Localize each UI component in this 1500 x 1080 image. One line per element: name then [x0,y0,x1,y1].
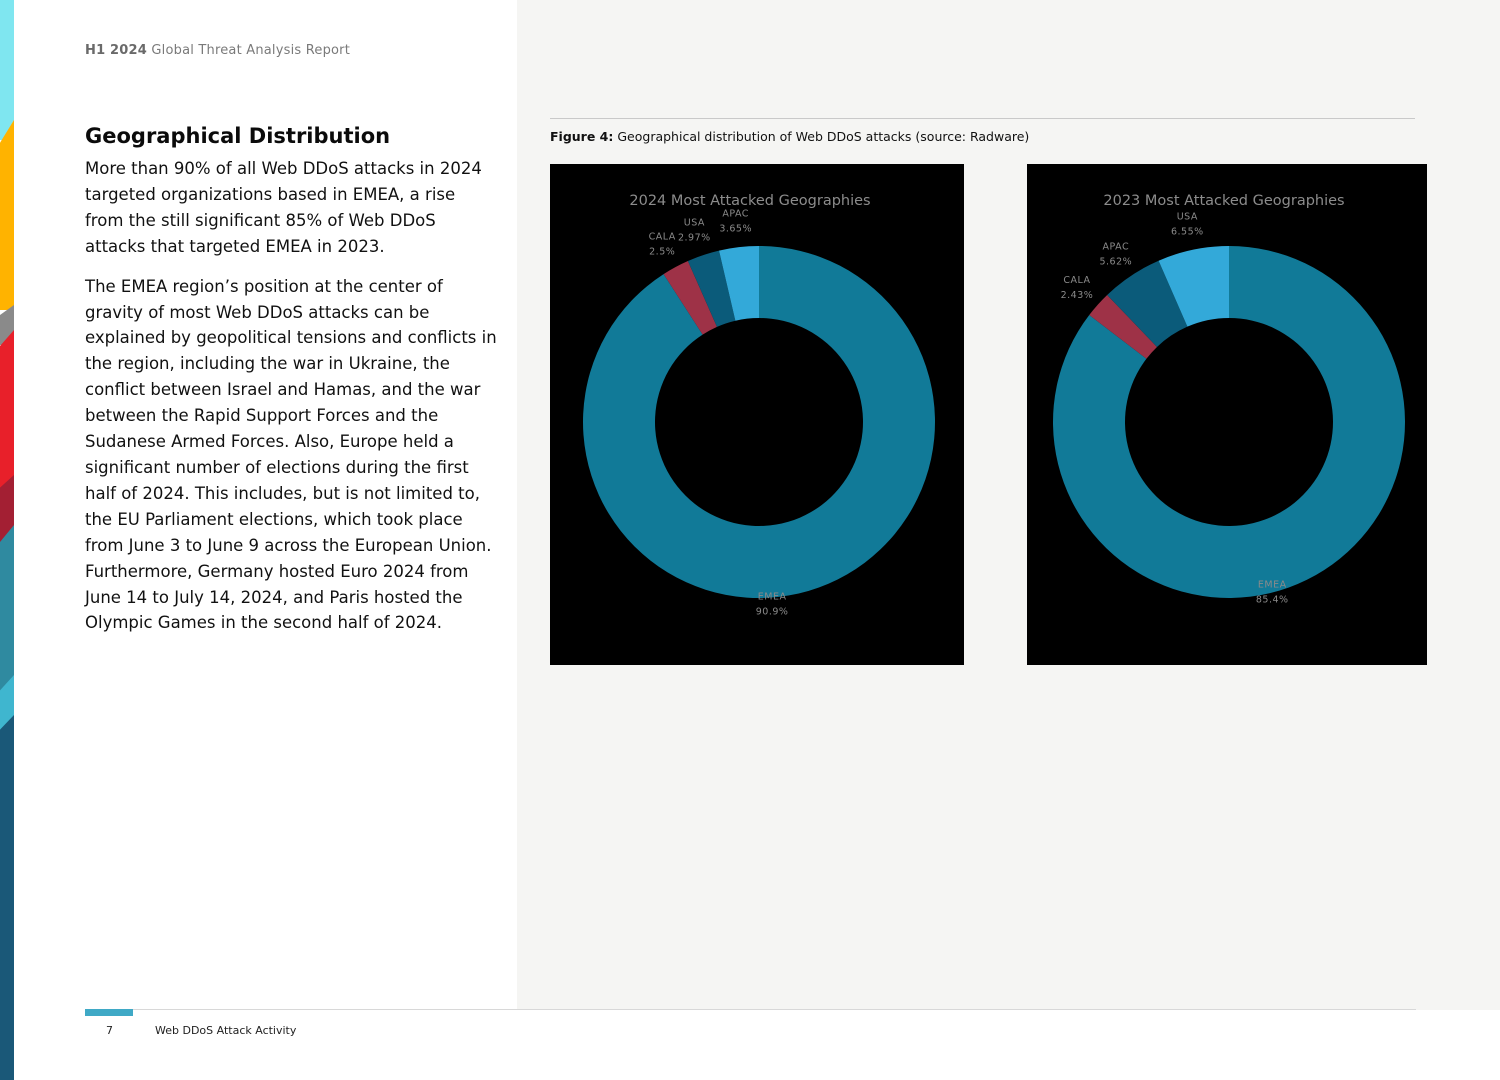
report-header [85,43,350,58]
chart-2023-panel [1027,164,1427,665]
footer-divider [85,1009,1416,1010]
slice-value-apac-2023: 5.62% [1099,256,1133,268]
slice-label-emea-2023: EMEA [1257,579,1287,591]
slice-value-usa-2024: 2.97% [677,232,711,244]
page-number: 7 [106,1024,113,1037]
figure-caption [550,129,1029,144]
decorative-color-stripe [0,0,14,1080]
figure-label: Figure 4: [550,129,614,144]
figure-caption-text: Geographical distribution of Web DDoS attacks (source: Radware) [617,129,1030,144]
slice-value-apac-2024: 3.65% [719,223,753,235]
footer-section-name: Web DDoS Attack Activity [155,1024,297,1037]
chart-title-2023: 2023 Most Attacked Geographies [1103,193,1345,209]
chart-2024-panel [550,164,964,665]
slice-value-emea-2024: 90.9% [755,606,789,618]
slice-label-apac-2023: APAC [1102,241,1130,253]
slice-label-usa-2024: USA [683,217,705,229]
slice-label-apac-2024: APAC [722,208,749,220]
chart-2024-svg [550,164,964,665]
slice-value-cala-2023: 2.43% [1060,289,1094,301]
slice-value-usa-2023: 6.55% [1170,226,1204,238]
report-header-year: H1 2024 [85,43,148,58]
footer-accent-bar [85,1009,133,1016]
body-paragraph-1: More than 90% of all Web DDoS attacks in 2024 targeted organizations based in EMEA, a rise from the still significant 85% of Web DDoS attacks that targeted EMEA in 2023. [85,159,482,256]
slice-label-cala-2024: CALA [648,231,676,243]
chart-2023-svg [1027,164,1427,665]
report-header-title: Global Threat Analysis Report [151,43,351,58]
chart-title-2024: 2024 Most Attacked Geographies [629,193,871,209]
figure-divider [550,118,1415,119]
slice-label-emea-2024: EMEA [757,591,787,603]
slice-value-cala-2024: 2.5% [649,246,676,258]
section-title: Geographical Distribution [85,124,391,148]
body-paragraph-2: The EMEA region’s position at the center of gravity of most Web DDoS attacks can be explained by geopolitical tensions and conflicts in the region, including the war in Ukraine, the conflict between Israel and Hamas, and the war between the Rapid Support Forces and the Sudanese Armed Forces. Also, Europe held a significant number of elections during the first half of 2024. This includes, but is not limited to, the EU Parliament elections, which took place from June 3 to June 9 across the European Union. Furthermore, Germany hosted Euro 2024 from June 14 to July 14, 2024, and Paris hosted the Olympic Games in the second half of 2024. [85,276,497,633]
slice-label-cala-2023: CALA [1063,274,1091,286]
section-body [85,156,497,650]
slice-value-emea-2023: 85.4% [1255,594,1289,606]
slice-label-usa-2023: USA [1176,211,1198,223]
